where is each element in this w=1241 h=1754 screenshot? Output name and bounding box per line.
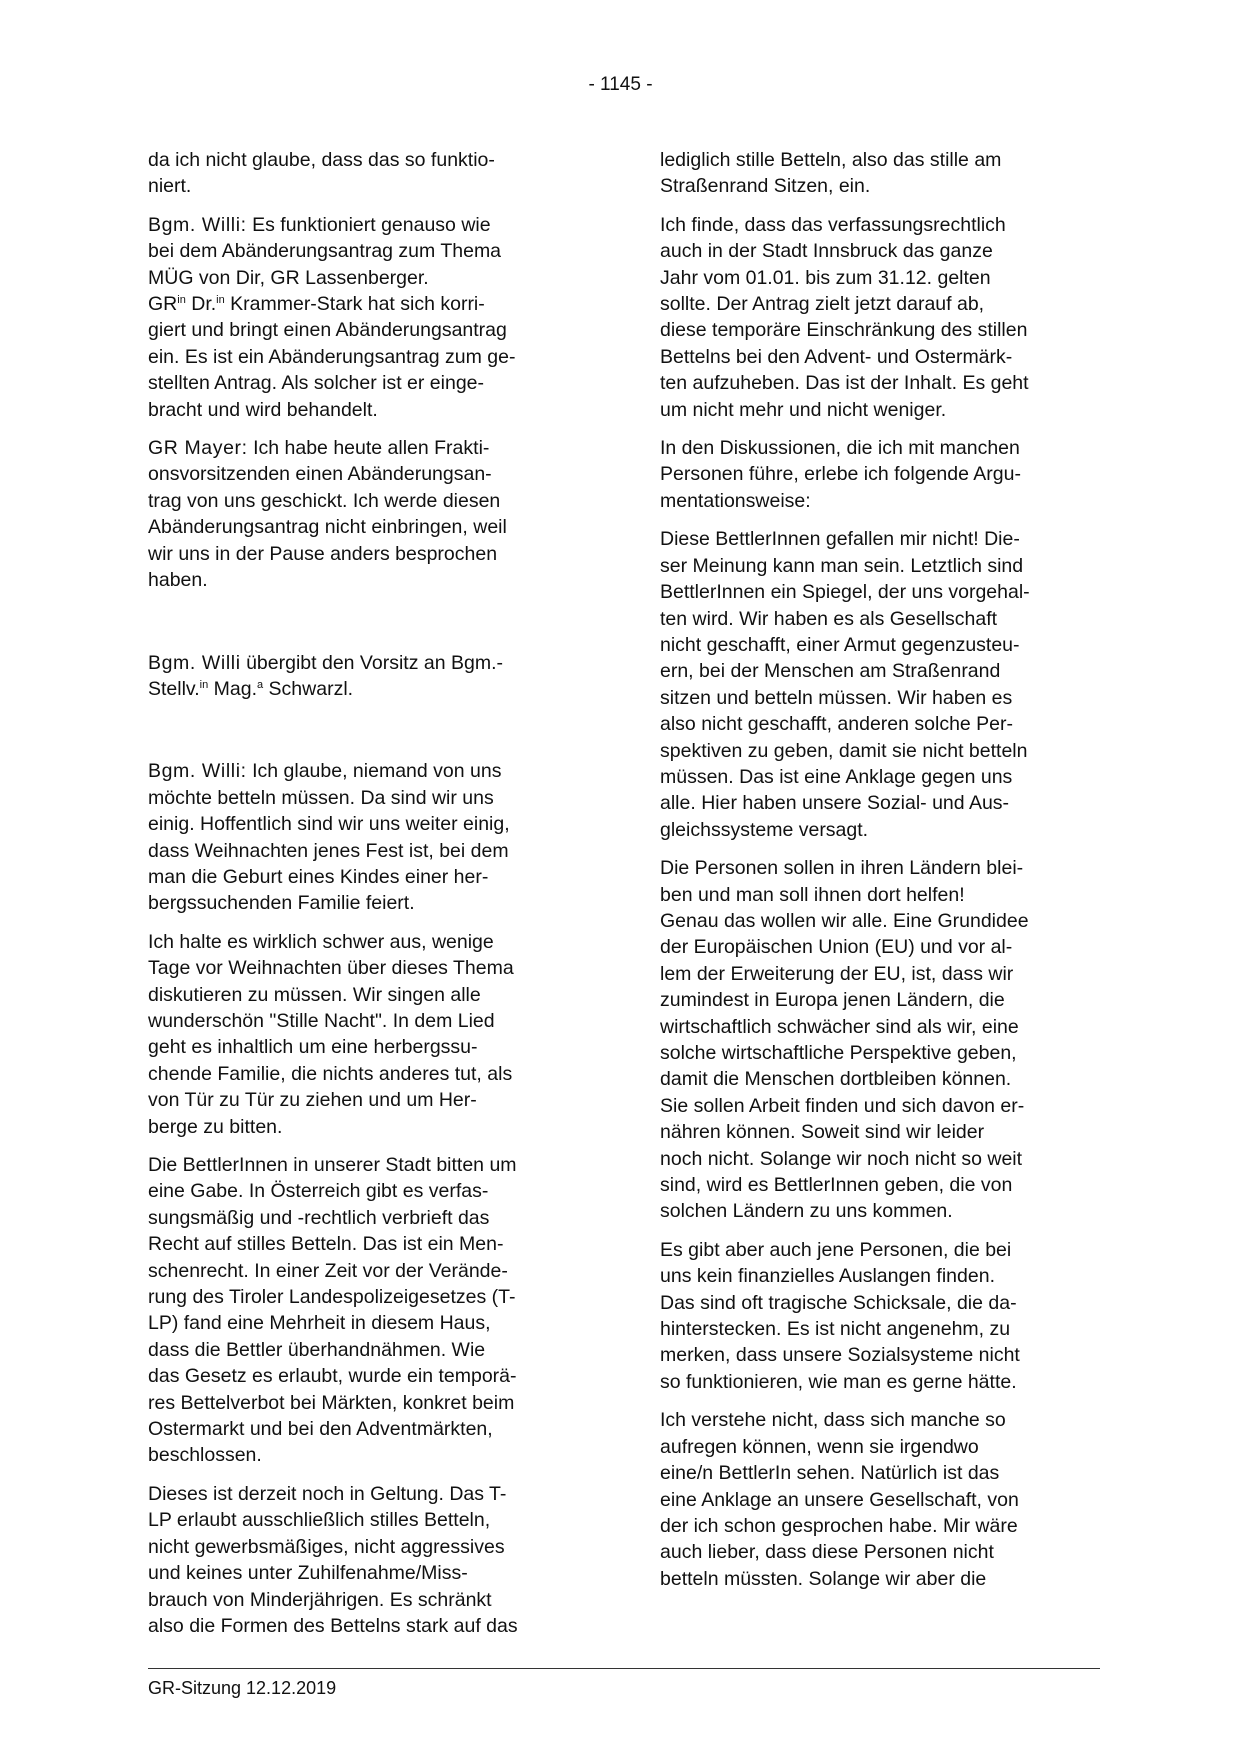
paragraph: Die Personen sollen in ihren Ländern blei- ben und man soll ihnen dort helfen! Genau das wollen wir alle. Eine Grundidee der Europäischen Union (EU) und vor al- lem der Erweiterung der EU, ist, dass wir zumindest in Europa jenen Ländern, die wirtschaftlich schwächer sind als wir, eine solche wirtschaftliche Perspektive geben, damit die Menschen dortbleiben können. Sie sollen Arbeit finden und sich davon er- nähren können. Soweit sind wir leider noch nicht. Solange wir noch nicht so weit sind, wird es BettlerInnen geben, die von solchen Ländern zu uns kommen. xyxy=(660,857,1029,1223)
note-text: Schwarzl. xyxy=(263,677,354,700)
title-text: GR xyxy=(148,293,178,316)
speech-paragraph xyxy=(148,212,588,423)
page-number: - 1145 - xyxy=(588,74,653,95)
paragraph: Ich verstehe nicht, dass sich manche so aufregen können, wenn sie irgendwo eine/n BettlerIn sehen. Natürlich ist das eine Anklage an unsere Gesellschaft, von der ich schon gesprochen habe. Mir wäre auch lieber, dass diese Personen nicht betteln müssten. Solange wir aber die xyxy=(660,1409,1019,1590)
superscript: in xyxy=(216,294,225,307)
superscript: in xyxy=(177,294,186,307)
speaker-label: GR Mayer: xyxy=(148,437,248,460)
speaker-label: Bgm. Willi xyxy=(148,651,241,674)
paragraph: Diese BettlerInnen gefallen mir nicht! Die- ser Meinung kann man sein. Letztlich sind BettlerInnen ein Spiegel, der uns vorgehal- ten wird. Wir haben es als Gesellschaft nicht geschafft, einer Armut gegenzusteu- ern, bei der Menschen am Straßenrand sitzen und betteln müssen. Wir haben es also nicht geschafft, anderen solche Per- spektiven zu geben, damit sie nicht betteln müssen. Das ist eine Anklage gegen uns alle. Hier haben unsere Sozial- und Aus- gleichssysteme versagt. xyxy=(660,528,1030,841)
speech-paragraph xyxy=(148,435,588,593)
superscript: in xyxy=(199,678,209,691)
paragraph: da ich nicht glaube, dass das so funktio- niert. xyxy=(148,149,495,198)
paragraph: Die BettlerInnen in unserer Stadt bitten um eine Gabe. In Österreich gibt es verfas- sungsmäßig und -rechtlich verbrieft das Recht auf stilles Betteln. Das ist ein Men- schenrecht. In einer Zeit vor der Verände- rung des Tiroler Landespolizeigesetzes (T- LP) fand eine Mehrheit in diesem Haus, dass die Bettler überhandnähmen. Wie das Gesetz es erlaubt, wurde ein temporä- res Bettelverbot bei Märkten, konkret beim Ostermarkt und bei den Adventmärkten, beschlossen. xyxy=(148,1154,517,1467)
paragraph: Dieses ist derzeit noch in Geltung. Das T- LP erlaubt ausschließlich stilles Betteln, nicht gewerbsmäßiges, nicht aggressives und keines unter Zuhilfenahme/Miss- brauch von Minderjährigen. Es schränkt also die Formen des Bettelns stark auf das xyxy=(148,1482,518,1637)
speech-text: Krammer-Stark hat sich korri- giert und bringt einen Abänderungsantrag ein. Es ist ein Abänderungsantrag zum ge- stellten Antrag. Als solcher ist er einge- bracht und wird behandelt. xyxy=(148,293,516,421)
paragraph: Ich halte es wirklich schwer aus, wenige Tage vor Weihnachten über dieses Thema diskutieren zu müssen. Wir singen alle wunderschön "Stille Nacht". In dem Lied geht es inhaltlich um eine herbergssu- chende Familie, die nichts anderes tut, als von Tür zu Tür zu ziehen und um Her- berge zu bitten. xyxy=(148,930,514,1138)
paragraph: Es gibt aber auch jene Personen, die bei uns kein finanzielles Auslangen finden. Das sind oft tragische Schicksale, die da- hinterstecken. Es ist nicht angenehm, zu merken, dass unsere Sozialsysteme nicht so funktionieren, wie man es gerne hätte. xyxy=(660,1238,1020,1393)
footer-divider xyxy=(148,1668,1100,1669)
superscript: a xyxy=(257,678,264,691)
left-column xyxy=(148,147,588,1651)
note-text: übergibt den Vorsitz an Bgm.- Stellv. xyxy=(148,651,503,700)
speech-text: Ich glaube, niemand von uns möchte betteln müssen. Da sind wir uns einig. Hoffentlich sind wir uns weiter einig, dass Weihnachten jenes Fest ist, bei dem man die Geburt eines Kindes einer her- bergssuchenden Familie feiert. xyxy=(148,760,510,915)
speech-text: Es funktioniert genauso wie bei dem Abänderungsantrag zum Thema MÜG von Dir, GR Lassenberger. xyxy=(148,213,502,289)
section-gap xyxy=(148,606,588,650)
procedural-note xyxy=(148,650,588,703)
speaker-label: Bgm. Willi: xyxy=(148,213,247,236)
paragraph: In den Diskussionen, die ich mit manchen Personen führe, erlebe ich folgende Argu- mentationsweise: xyxy=(660,437,1021,512)
footer-text: GR-Sitzung 12.12.2019 xyxy=(148,1678,337,1698)
speech-paragraph xyxy=(148,758,588,916)
paragraph: lediglich stille Betteln, also das stille am Straßenrand Sitzen, ein. xyxy=(660,149,1002,198)
paragraph: Ich finde, dass das verfassungsrechtlich auch in der Stadt Innsbruck das ganze Jahr vom 01.01. bis zum 31.12. gelten sollte. Der Antrag zielt jetzt darauf ab, diese temporäre Einschränkung des stillen Bettelns bei den Advent- und Ostermärk- ten aufzuheben. Das ist der Inhalt. Es geht um nicht mehr und nicht weniger. xyxy=(660,213,1029,421)
title-text: Dr. xyxy=(185,293,217,316)
note-text: Mag. xyxy=(208,677,257,700)
speaker-label: Bgm. Willi: xyxy=(148,760,247,783)
right-column xyxy=(660,147,1100,1604)
section-gap xyxy=(148,714,588,758)
speech-text: Ich habe heute allen Frakti- onsvorsitzenden einen Abänderungsan- trag von uns geschickt. Ich werde diesen Abänderungsantrag nicht einbringen, weil wir uns in der Pause anders besprochen haben. xyxy=(148,437,507,592)
